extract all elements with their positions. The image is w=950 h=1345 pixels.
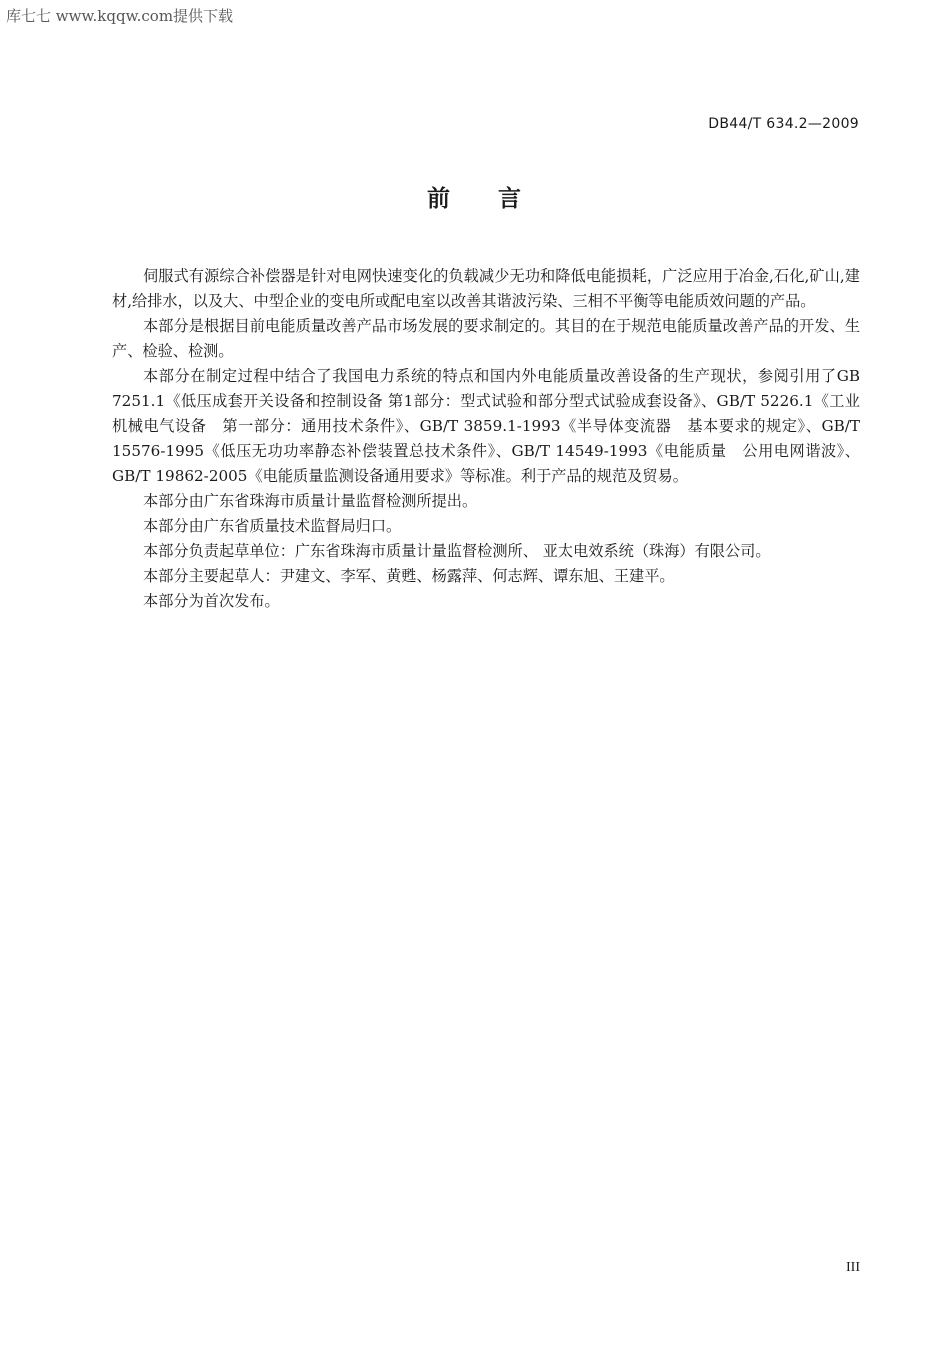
document-code: DB44/T 634.2—2009 [708,116,859,132]
page-title-part-1: 前 [427,186,452,212]
watermark-text: 库七七 www.kqqw.com提供下载 [6,7,234,25]
paragraph-proposed-by: 本部分由广东省珠海市质量计量监督检测所提出。 [143,492,478,510]
paragraph-drafting-units: 本部分负责起草单位：广东省珠海市质量计量监督检测所、 亚太电效系统（珠海）有限公司。 [143,542,771,560]
page-title-part-2: 言 [498,186,523,212]
paragraph-intro: 伺服式有源综合补偿器是针对电网快速变化的负载减少无功和降低电能损耗，广泛应用于冶金,石化,矿山,建材,给排水，以及大、中型企业的变电所或配电室以改善其谐波污染、三相不平衡等电能质效问题的产品。 [112,267,860,310]
page-title [0,180,950,213]
paragraph-administered-by: 本部分由广东省质量技术监督局归口。 [143,517,402,535]
foreword-body [112,264,860,614]
paragraph-drafters: 本部分主要起草人：尹建文、李军、黄甦、杨露萍、何志辉、谭东旭、王建平。 [143,567,675,585]
page-number: III [846,1260,860,1275]
paragraph-purpose: 本部分是根据目前电能质量改善产品市场发展的要求制定的。其目的在于规范电能质量改善产品的开发、生产、检验、检测。 [112,317,860,360]
paragraph-references: 本部分在制定过程中结合了我国电力系统的特点和国内外电能质量改善设备的生产现状，参阅引用了GB 7251.1《低压成套开关设备和控制设备 第1部分：型式试验和部分型式试验成套设备》、GB/T 5226.1《工业机械电气设备 第一部分：通用技术条件》、GB/T 3859.1-1993《半导体变流器 基本要求的规定》、GB/T 15576-1995《低压无功功率静态补偿装置总技术条件》、GB/T 14549-1993《电能质量 公用电网谐波》、GB/T 19862-2005《电能质量监测设备通用要求》等标准。利于产品的规范及贸易。 [112,367,860,485]
paragraph-first-release: 本部分为首次发布。 [143,592,280,610]
